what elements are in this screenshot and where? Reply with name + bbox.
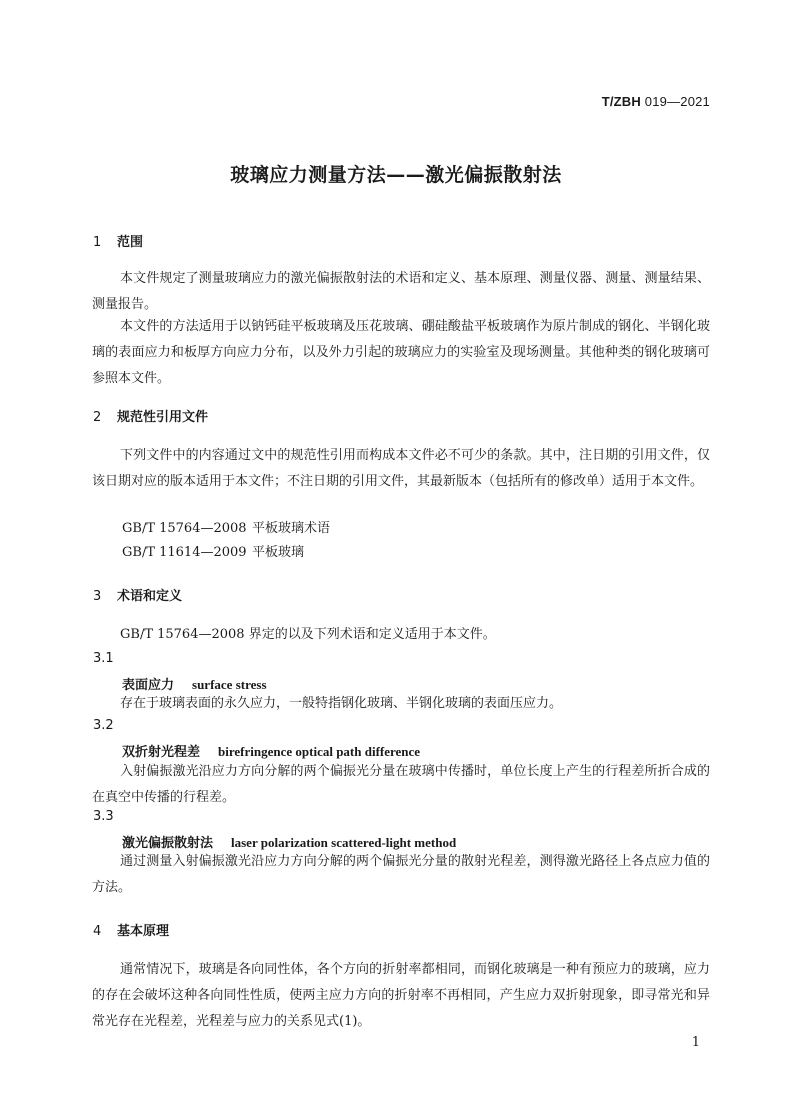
section-3-intro: GB/T 15764—2008 界定的以及下列术语和定义适用于本文件。 xyxy=(120,627,496,642)
term-number: 3.3 xyxy=(93,809,114,824)
term-number: 3.2 xyxy=(93,718,114,733)
document-title: 玻璃应力测量方法——激光偏振散射法 xyxy=(230,164,562,186)
standard-code xyxy=(602,94,710,109)
section-title: 规范性引用文件 xyxy=(117,410,209,425)
term-en: laser polarization scattered-light method xyxy=(231,835,457,850)
term-en: birefringence optical path difference xyxy=(218,744,421,759)
reference-code: GB/T 11614—2009 xyxy=(122,545,247,560)
term-zh: 激光偏振散射法 xyxy=(122,836,214,851)
reference-item xyxy=(122,541,304,560)
section-number: 1 xyxy=(93,235,102,250)
term-number: 3.1 xyxy=(93,651,114,666)
section-1-paragraph-2: 本文件的方法适用于以钠钙硅平板玻璃及压花玻璃、硼硅酸盐平板玻璃作为原片制成的钢化、半钢化玻璃的表面应力和板厚方向应力分布，以及外力引起的玻璃应力的实验室及现场测量。其他种类的钢化玻璃可参照本文件。 xyxy=(92,319,710,386)
section-4-paragraph-1: 通常情况下，玻璃是各向同性体，各个方向的折射率都相同，而钢化玻璃是一种有预应力的玻璃，应力的存在会破坏这种各向同性性质，使两主应力方向的折射率不再相同，产生应力双折射现象，即寻常光和异常光存在光程差，光程差与应力的关系见式(1)。 xyxy=(92,962,710,1029)
standard-prefix: T/ZBH xyxy=(601,94,641,109)
term-definition: 通过测量入射偏振激光沿应力方向分解的两个偏振光分量的散射光程差，测得激光路径上各点应力值的方法。 xyxy=(92,854,710,895)
reference-name: 平板玻璃 xyxy=(252,545,305,560)
page-number: 1 xyxy=(691,1035,700,1050)
term-definition: 入射偏振激光沿应力方向分解的两个偏振光分量在玻璃中传播时，单位长度上产生的行程差所折合成的在真空中传播的行程差。 xyxy=(92,764,710,805)
section-4-heading xyxy=(93,920,169,939)
section-title: 基本原理 xyxy=(117,924,170,939)
reference-code: GB/T 15764—2008 xyxy=(122,521,247,536)
term-zh: 双折射光程差 xyxy=(122,745,201,760)
section-1-paragraph-1: 本文件规定了测量玻璃应力的激光偏振散射法的术语和定义、基本原理、测量仪器、测量、测量结果、测量报告。 xyxy=(92,271,710,312)
section-2-paragraph-1: 下列文件中的内容通过文中的规范性引用而构成本文件必不可少的条款。其中，注日期的引用文件，仅该日期对应的版本适用于本文件；不注日期的引用文件，其最新版本（包括所有的修改单）适用于本文件。 xyxy=(92,448,710,489)
section-2-heading xyxy=(93,406,208,425)
reference-name: 平板玻璃术语 xyxy=(252,521,331,536)
section-title: 术语和定义 xyxy=(117,589,183,604)
section-number: 4 xyxy=(93,924,102,939)
section-3-heading xyxy=(93,585,182,604)
section-title: 范围 xyxy=(117,235,144,250)
term-zh: 表面应力 xyxy=(122,678,175,693)
term-heading xyxy=(122,741,420,760)
reference-item xyxy=(122,517,330,536)
section-number: 2 xyxy=(93,410,102,425)
section-1-heading xyxy=(93,231,143,250)
section-number: 3 xyxy=(93,589,102,604)
term-en: surface stress xyxy=(192,677,267,692)
term-definition: 存在于玻璃表面的永久应力，一般特指钢化玻璃、半钢化玻璃的表面压应力。 xyxy=(120,696,563,711)
standard-number: 019—2021 xyxy=(640,94,710,109)
